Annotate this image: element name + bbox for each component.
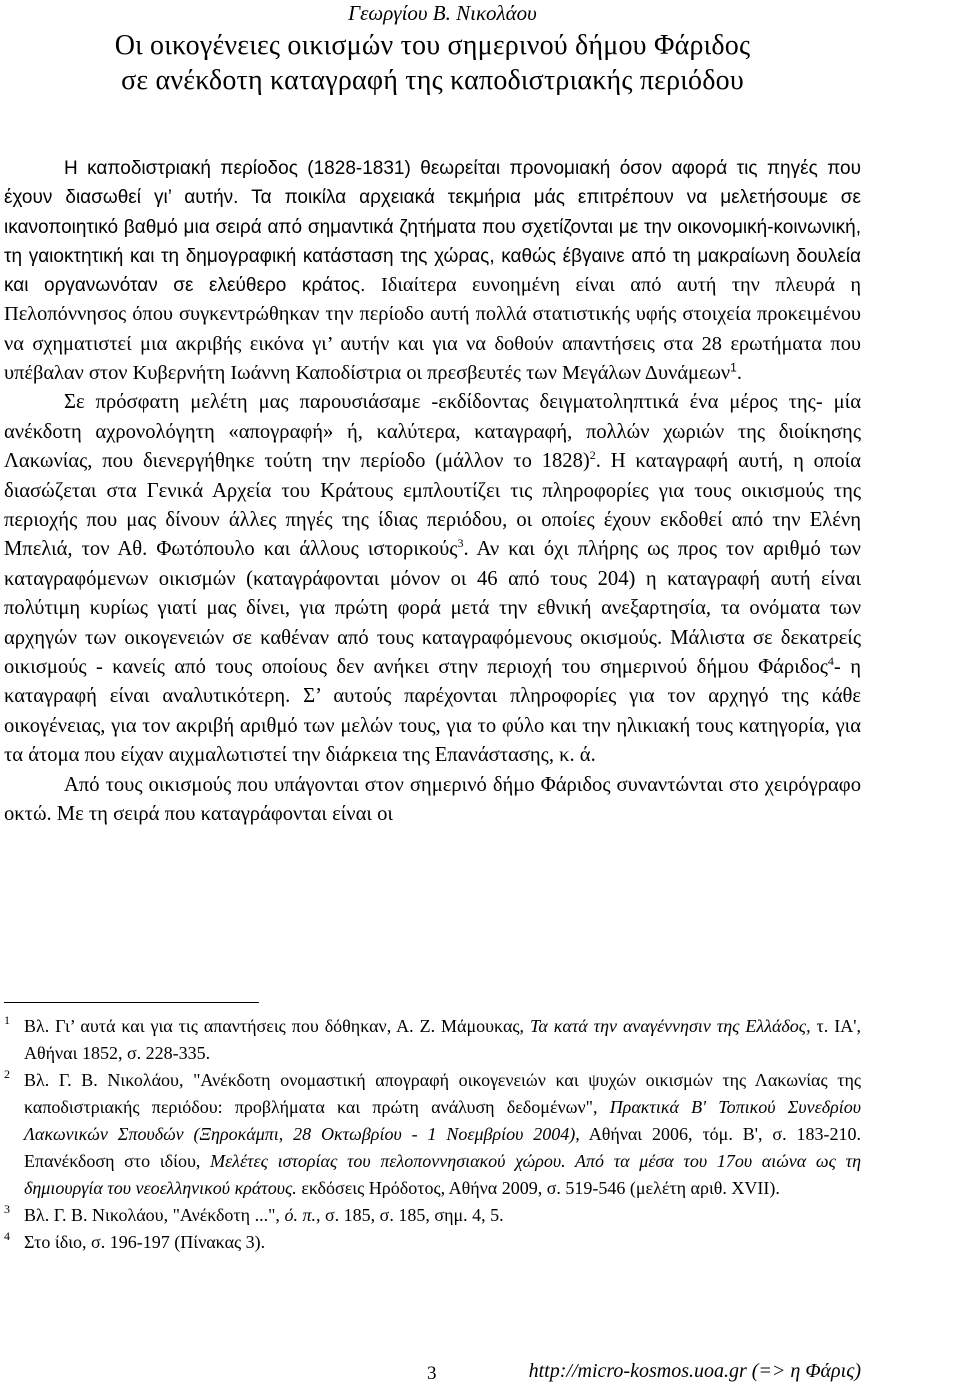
footnote-2-text-a: Βλ. Γ. Β. Νικολάου, "Ανέκδοτη ονομαστική απογραφή οικογενειών και ψυχών οικισμών της Λακωνίας της καποδιστριακής περιόδου: προβλήματα και πρώτη ανάλυση δεδομένων", [24, 1070, 861, 1117]
title-line-1: Οι οικογένειες οικισμών του σημερινού δήμου Φάριδος [114, 30, 751, 61]
footnote-2 [4, 1067, 861, 1202]
footnote-3-number: 3 [4, 1202, 10, 1216]
footnote-3-italic: ό. π., [284, 1205, 321, 1225]
footnote-2-italic-1: Πρακτικά Β' Τοπικού Συνεδρίου Λακωνικών Σπουδών (Ξηροκάμπι, 28 Οκτωβρίου - 1 Νοεμβρίου 2004), [24, 1097, 862, 1144]
footnote-1-italic: Τα κατά την αναγέννησιν της Ελλάδος, [529, 1016, 811, 1036]
paragraph-2-part-c: . Αν και όχι πλήρης ως προς τον αριθμό των καταγραφόμενων οικισμών (καταγράφονται μόνον οι 46 από τους 204) η καταγραφή αυτή είναι πολύτιμη κυρίως γιατί μας δίνει, για πρώτη φορά μετά την εθνική ανεξαρτησία, τα ονόματα των αρχηγών των οικογενειών σε καθέναν από τους καταγραφόμενους οκισμούς. Μάλιστα σε δεκατρείς οικισμούς - κανείς από τους οποίους δεν ανήκει στην περιοχή του σημερινού δήμου Φάριδος [4, 538, 861, 679]
paragraph-1 [4, 154, 861, 388]
footnote-2-text-b: Αθήναι 2006, τόμ. Β', σ. 183-210. Επανέκδοση στο ιδίου, [24, 1124, 861, 1171]
paragraph-2-part-b: . Η καταγραφή αυτή, η οποία διασώζεται στα Γενικά Αρχεία του Κράτους εμπλουτίζει τις πληροφορίες για τους οικισμούς της περιοχής που μας δίνουν άλλες πηγές της ίδιας περιόδου, οι οποίες έχουν εκδοθεί από την Ελένη Μπελιά, τον Αθ. Φωτόπουλο και άλλους ιστορικούς [4, 450, 861, 561]
footnote-2-number: 2 [4, 1067, 10, 1081]
footnote-1-text-a: Βλ. Γι’ αυτά και για τις απαντήσεις που δόθηκαν, Α. Ζ. Μάμουκας, [24, 1016, 530, 1036]
paragraph-2-part-a: Σε πρόσφατη μελέτη μας παρουσιάσαμε -εκδίδοντας δειγματοληπτικά ένα μέρος της- μία ανέκδοτη αχρονολόγητη «απογραφή» ή, καλύτερα, καταγραφή, πολλών χωριών της διοίκησης Λακωνίας, που διενεργήθηκε τούτη την περίοδο (μάλλον το 1828) [4, 391, 861, 473]
footnote-separator [4, 1002, 259, 1003]
footnote-ref-2[interactable]: 2 [589, 448, 596, 463]
author-name: Γεωργίου Β. Νικολάου [348, 1, 537, 25]
document-page [4, 0, 861, 1387]
footnote-4-text: Στο ίδιο, σ. 196-197 (Πίνακας 3). [24, 1232, 266, 1252]
paragraph-3: Από τους οικισμούς που υπάγονται στον σημερινό δήμο Φάριδος συναντώνται στο χειρόγραφο οκτώ. Με τη σειρά που καταγράφονται είναι οι [4, 773, 861, 826]
footnote-ref-1[interactable]: 1 [730, 360, 737, 375]
footnote-2-text-c: εκδόσεις Ηρόδοτος, Αθήνα 2009, σ. 519-546 (μελέτη αριθ. XVII). [296, 1178, 780, 1198]
footnote-1-number: 1 [4, 1013, 10, 1027]
footnote-1 [4, 1013, 861, 1067]
footnotes [4, 1013, 861, 1256]
footer-url[interactable]: http://micro-kosmos.uoa.gr (=> η Φάρις) [528, 1360, 861, 1382]
paragraph-1-serif: Ιδιαίτερα ευνοημένη είναι από αυτή την πλευρά η Πελοπόννησος όπου συγκεντρώθηκαν την περίοδο αυτή πολλά στατιστικής υφής στοιχεία προκειμένου να σχηματιστεί μια ακριβής εικόνα γι’ αυτήν και για να δοθούν απαντήσεις στα 28 ερωτήματα που υπέβαλαν στον Κυβερνήτη Ιωάννη Καποδίστρια οι πρεσβευτές των Μεγάλων Δυνάμεων [4, 274, 862, 385]
paragraph-2 [4, 388, 861, 770]
paragraph-1-end: . [736, 362, 742, 385]
footnote-ref-4[interactable]: 4 [827, 654, 834, 669]
footnote-4-number: 4 [4, 1229, 10, 1243]
footnote-3-text-b: σ. 185, σ. 185, σημ. 4, 5. [320, 1205, 504, 1225]
footnote-ref-3[interactable]: 3 [457, 536, 464, 551]
footnote-2-italic-2: Μελέτες ιστορίας του πελοποννησιακού χώρου. Από τα μέσα του 17ου αιώνα ως τη δημιουργία του νεοελληνικού κράτους. [24, 1151, 861, 1198]
paragraph-1-sans: Η καποδιστριακή περίοδος (1828-1831) θεωρείται προνομιακή όσον αφορά τις πηγές που έχουν διασωθεί γι’ αυτήν. Τα ποικίλα αρχειακά τεκμήρια μάς επιτρέπουν να μελετήσουμε σε ικανοποιητικό βαθμό μια σειρά από σημαντικά ζητήματα που σχετίζονται με την οικονομική-κοινωνική, τη γαιοκτητική και τη δημογραφική κατάσταση της χώρας, καθώς έβγαινε από τη μακραίωνη δουλεία και οργανωνόταν σε ελεύθερο κράτος. [4, 158, 861, 297]
paragraph-2-part-d: - η καταγραφή είναι αναλυτικότερη. Σ’ αυτούς παρέχονται πληροφορίες για τον αρχηγό της κάθε οικογένειας, για τον ακριβή αριθμό των μελών τους, για το φύλο και την ηλικιακή τους κατηγορία, για τα άτομα που είχαν αιχμαλωτιστεί την διάρκεια της Επανάστασης, κ. ά. [4, 656, 862, 767]
footnote-3-text-a: Βλ. Γ. Β. Νικολάου, "Ανέκδοτη ...", [24, 1205, 285, 1225]
page-number: 3 [427, 1363, 437, 1384]
footnote-1-text-b: τ. ΙΑ', Αθήναι 1852, σ. 228-335. [24, 1016, 861, 1063]
footnote-4 [4, 1229, 861, 1256]
title-line-2: σε ανέκδοτη καταγραφή της καποδιστριακής περιόδου [121, 65, 744, 96]
page-title [4, 28, 861, 98]
footnote-3 [4, 1202, 861, 1229]
